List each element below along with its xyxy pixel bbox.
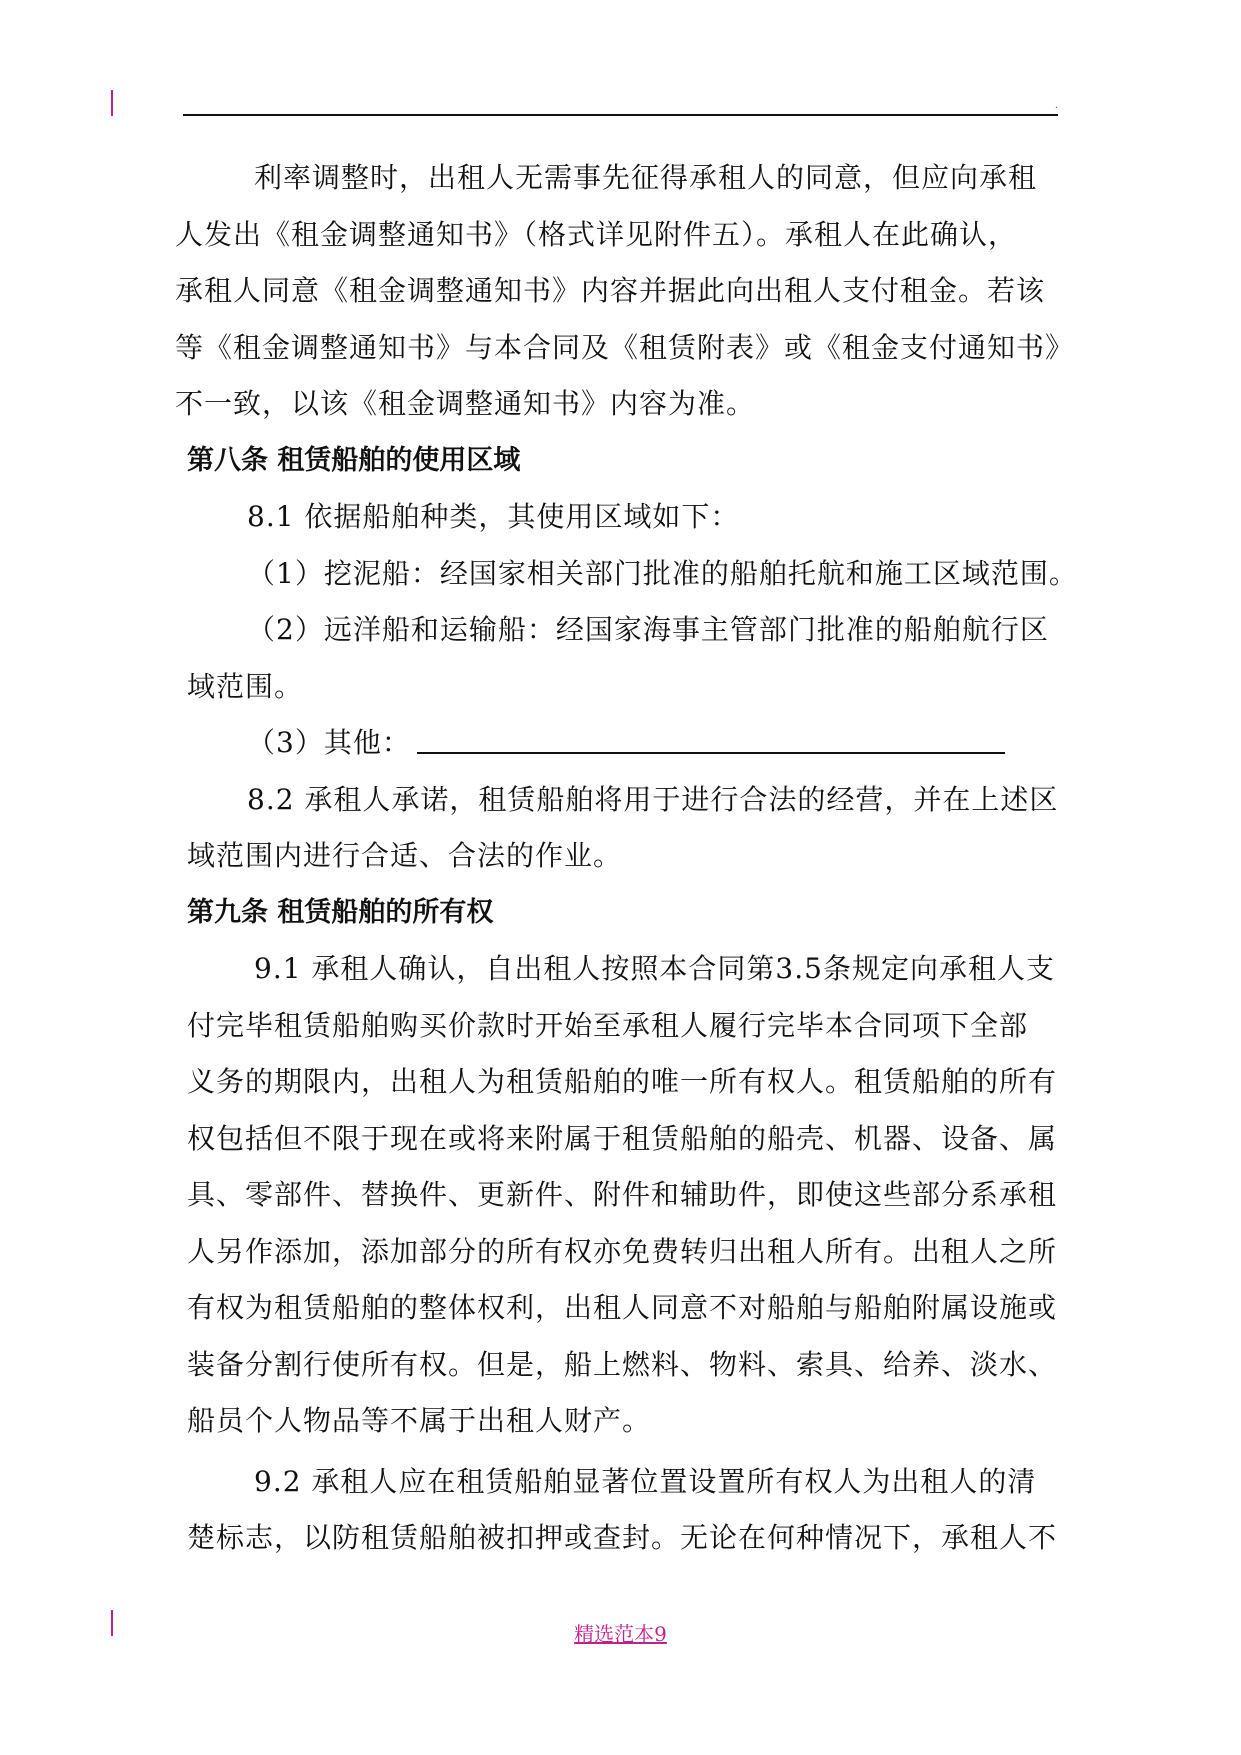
section-heading-9: 第九条 租赁船舶的所有权 [187, 896, 494, 928]
clause-8-1-item-1: （1）挖泥船：经国家相关部门批准的船舶托航和施工区域范围。 [247, 556, 1078, 590]
clause-9-1-line: 装备分割行使所有权。但是，船上燃料、物料、索具、给养、淡水、 [187, 1347, 1058, 1381]
clause-8-2-cont: 域范围内进行合适、合法的作业。 [187, 839, 623, 872]
clause-8-1-item-2: （2）远洋船和运输船：经国家海事主管部门批准的船舶航行区 [247, 613, 1049, 646]
clause-8-1: 8.1 依据船舶种类，其使用区域如下： [247, 500, 740, 533]
clause-8-2: 8.2 承租人承诺，租赁船舶将用于进行合法的经营，并在上述区 [247, 782, 1059, 816]
header-mark: . [1054, 100, 1058, 111]
paragraph-line: 不一致，以该《租金调整通知书》内容为准。 [175, 387, 756, 420]
clause-9-1-line: 付完毕租赁船舶购买价款时开始至承租人履行完毕本合同项下全部 [187, 1008, 1029, 1042]
section-heading-8: 第八条 租赁船舶的使用区域 [187, 444, 521, 476]
clause-9-1-line: 船员个人物品等不属于出租人财产。 [187, 1404, 652, 1437]
clause-9-1-line: 义务的期限内，出租人为租赁船舶的唯一所有权人。租赁船舶的所有 [187, 1065, 1058, 1098]
clause-9-1-line: 权包括但不限于现在或将来附属于租赁船舶的船壳、机器、设备、属 [187, 1121, 1058, 1155]
clause-9-2: 9.2 承租人应在租赁船舶显著位置设置所有权人为出租人的清 [254, 1464, 1037, 1498]
clause-9-1: 9.1 承租人确认，自出租人按照本合同第3.5条规定向承租人支 [254, 952, 1055, 985]
clause-8-1-item-2-cont: 域范围。 [187, 669, 304, 703]
paragraph-line: 承租人同意《租金调整通知书》内容并据此向出租人支付租金。若该 [175, 274, 1046, 307]
clause-9-2-line: 楚标志，以防租赁船舶被扣押或查封。无论在何种情况下，承租人不 [187, 1521, 1058, 1554]
paragraph-line: 等《租金调整通知书》与本合同及《租赁附表》或《租金支付通知书》 [175, 330, 1075, 364]
clause-8-1-item-3 [187, 715, 1055, 772]
clause-9-1-line: 人另作添加，添加部分的所有权亦免费转归出租人所有。出租人之所 [187, 1234, 1058, 1268]
paragraph-line: 利率调整时，出租人无需事先征得承租人的同意，但应向承租 [254, 161, 1038, 194]
header-rule [183, 114, 1058, 116]
crop-mark-top-left [111, 90, 113, 116]
clause-9-1-line: 具、零部件、替换件、更新件、附件和辅助件，即使这些部分系承租 [187, 1178, 1058, 1211]
footer-page-label[interactable]: 精选范本9 [574, 1622, 667, 1646]
clause-8-1-item-3-label: （3）其他： [247, 726, 411, 759]
fill-in-blank [417, 722, 1005, 754]
clause-9-1-line: 有权为租赁船舶的整体权利，出租人同意不对船舶与船舶附属设施或 [187, 1291, 1058, 1324]
paragraph-line: 人发出《租金调整通知书》（格式详见附件五）。承租人在此确认， [175, 217, 1018, 251]
document-body [175, 150, 1078, 1567]
